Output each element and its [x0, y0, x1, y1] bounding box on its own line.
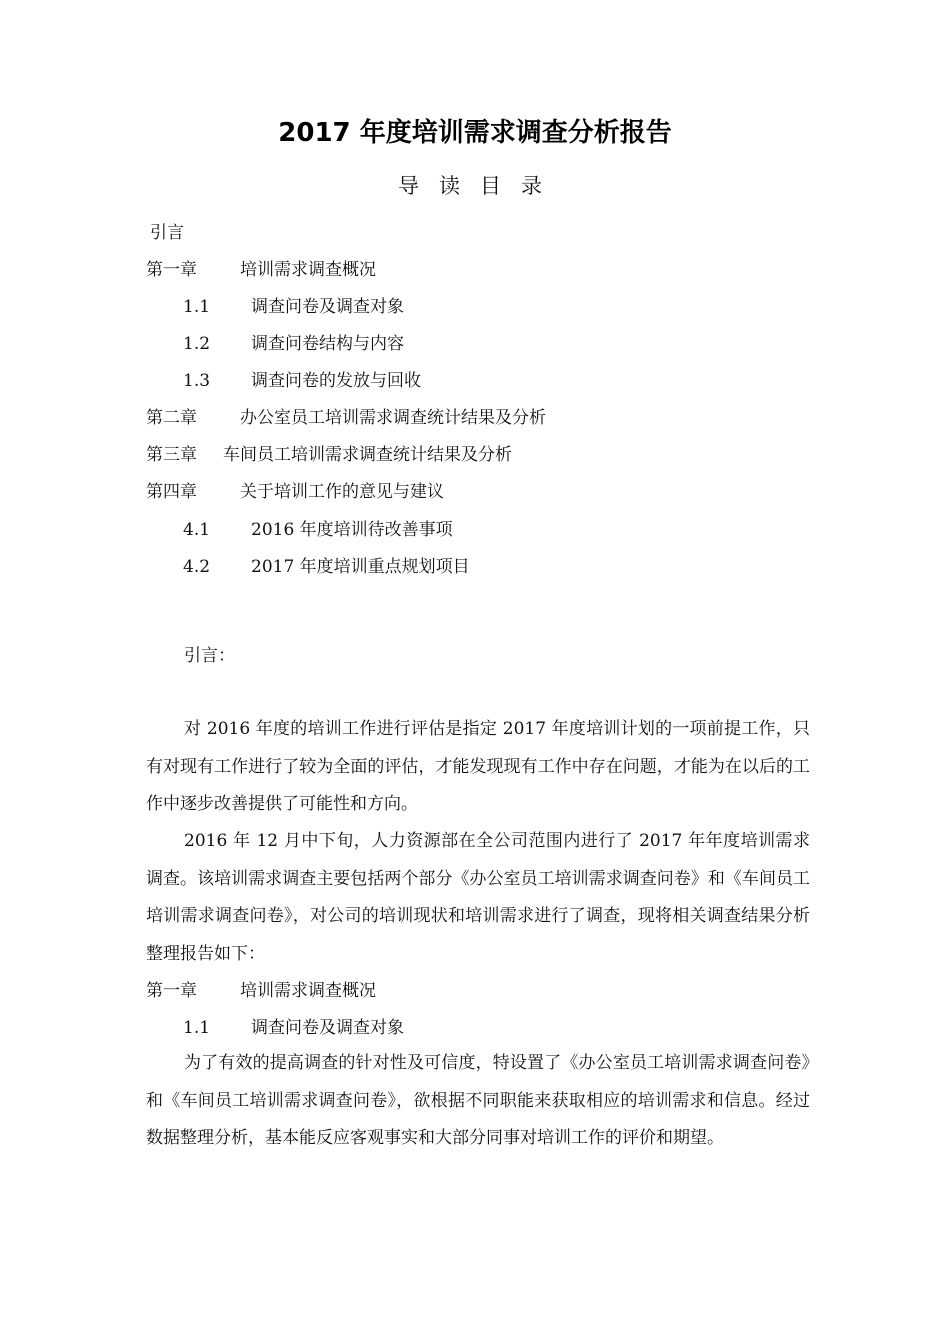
toc-chapter-number: 第四章	[146, 482, 197, 502]
toc-section-4-1[interactable]	[183, 519, 453, 541]
toc-heading: 导读目录	[398, 174, 562, 198]
toc-chapter-number: 第二章	[146, 408, 197, 428]
toc-section-1-2[interactable]	[183, 333, 404, 355]
toc-section-title: 调查问卷结构与内容	[251, 334, 404, 354]
toc-section-title: 调查问卷及调查对象	[251, 297, 404, 317]
intro-paragraph-2: 2016 年 12 月中下旬，人力资源部在全公司范围内进行了 2017 年年度培训需求调查。该培训需求调查主要包括两个部分《办公室员工培训需求调查问卷》和《车间员工培训需求调查问卷》，对公司的培训现状和培训需求进行了调查，现将相关调查结果分析整理报告如下：	[146, 831, 810, 964]
chapter-1-heading	[146, 980, 376, 1002]
toc-chapter-title: 办公室员工培训需求调查统计结果及分析	[240, 408, 546, 428]
toc-section-4-2[interactable]	[183, 556, 470, 578]
toc-section-number: 1.1	[183, 297, 211, 317]
toc-section-title: 调查问卷的发放与回收	[251, 371, 421, 391]
toc-chapter-number: 第三章	[146, 445, 197, 465]
toc-chapter-title: 培训需求调查概况	[240, 260, 376, 280]
toc-section-title: 2016 年度培训待改善事项	[251, 520, 453, 540]
section-title: 调查问卷及调查对象	[251, 1018, 404, 1038]
toc-intro[interactable]: 引言	[150, 223, 184, 243]
toc-section-title: 2017 年度培训重点规划项目	[251, 557, 470, 577]
section-1-1-paragraph: 为了有效的提高调查的针对性及可信度，特设置了《办公室员工培训需求调查问卷》和《车间员工培训需求调查问卷》，欲根据不同职能来获取相应的培训需求和信息。经过数据整理分析，基本能反应客观事实和大部分同事对培训工作的评价和期望。	[146, 1053, 810, 1148]
toc-section-number: 4.2	[183, 557, 211, 577]
toc-section-1-1[interactable]	[183, 296, 404, 318]
toc-section-1-3[interactable]	[183, 370, 421, 392]
intro-paragraph-1: 对 2016 年度的培训工作进行评估是指定 2017 年度培训计划的一项前提工作，只有对现有工作进行了较为全面的评估，才能发现现有工作中存在问题，才能为在以后的工作中逐步改善提供了可能性和方向。	[146, 719, 810, 814]
report-title: 2017 年度培训需求调查分析报告	[278, 118, 672, 148]
toc-section-number: 1.3	[183, 371, 211, 391]
toc-section-number: 1.2	[183, 334, 211, 354]
toc-chapter-2[interactable]	[146, 407, 546, 429]
toc-chapter-number: 第一章	[146, 260, 197, 280]
chapter-title: 培训需求调查概况	[240, 981, 376, 1001]
section-1-1-heading	[183, 1017, 404, 1039]
toc-section-number: 4.1	[183, 520, 211, 540]
toc-chapter-title: 车间员工培训需求调查统计结果及分析	[223, 445, 512, 465]
toc-chapter-4[interactable]	[146, 481, 444, 503]
section-number: 1.1	[183, 1018, 211, 1038]
chapter-number: 第一章	[146, 981, 197, 1001]
toc-chapter-1[interactable]	[146, 259, 376, 281]
toc-chapter-title: 关于培训工作的意见与建议	[240, 482, 444, 502]
intro-heading: 引言：	[184, 646, 235, 666]
toc-chapter-3[interactable]	[146, 444, 512, 466]
